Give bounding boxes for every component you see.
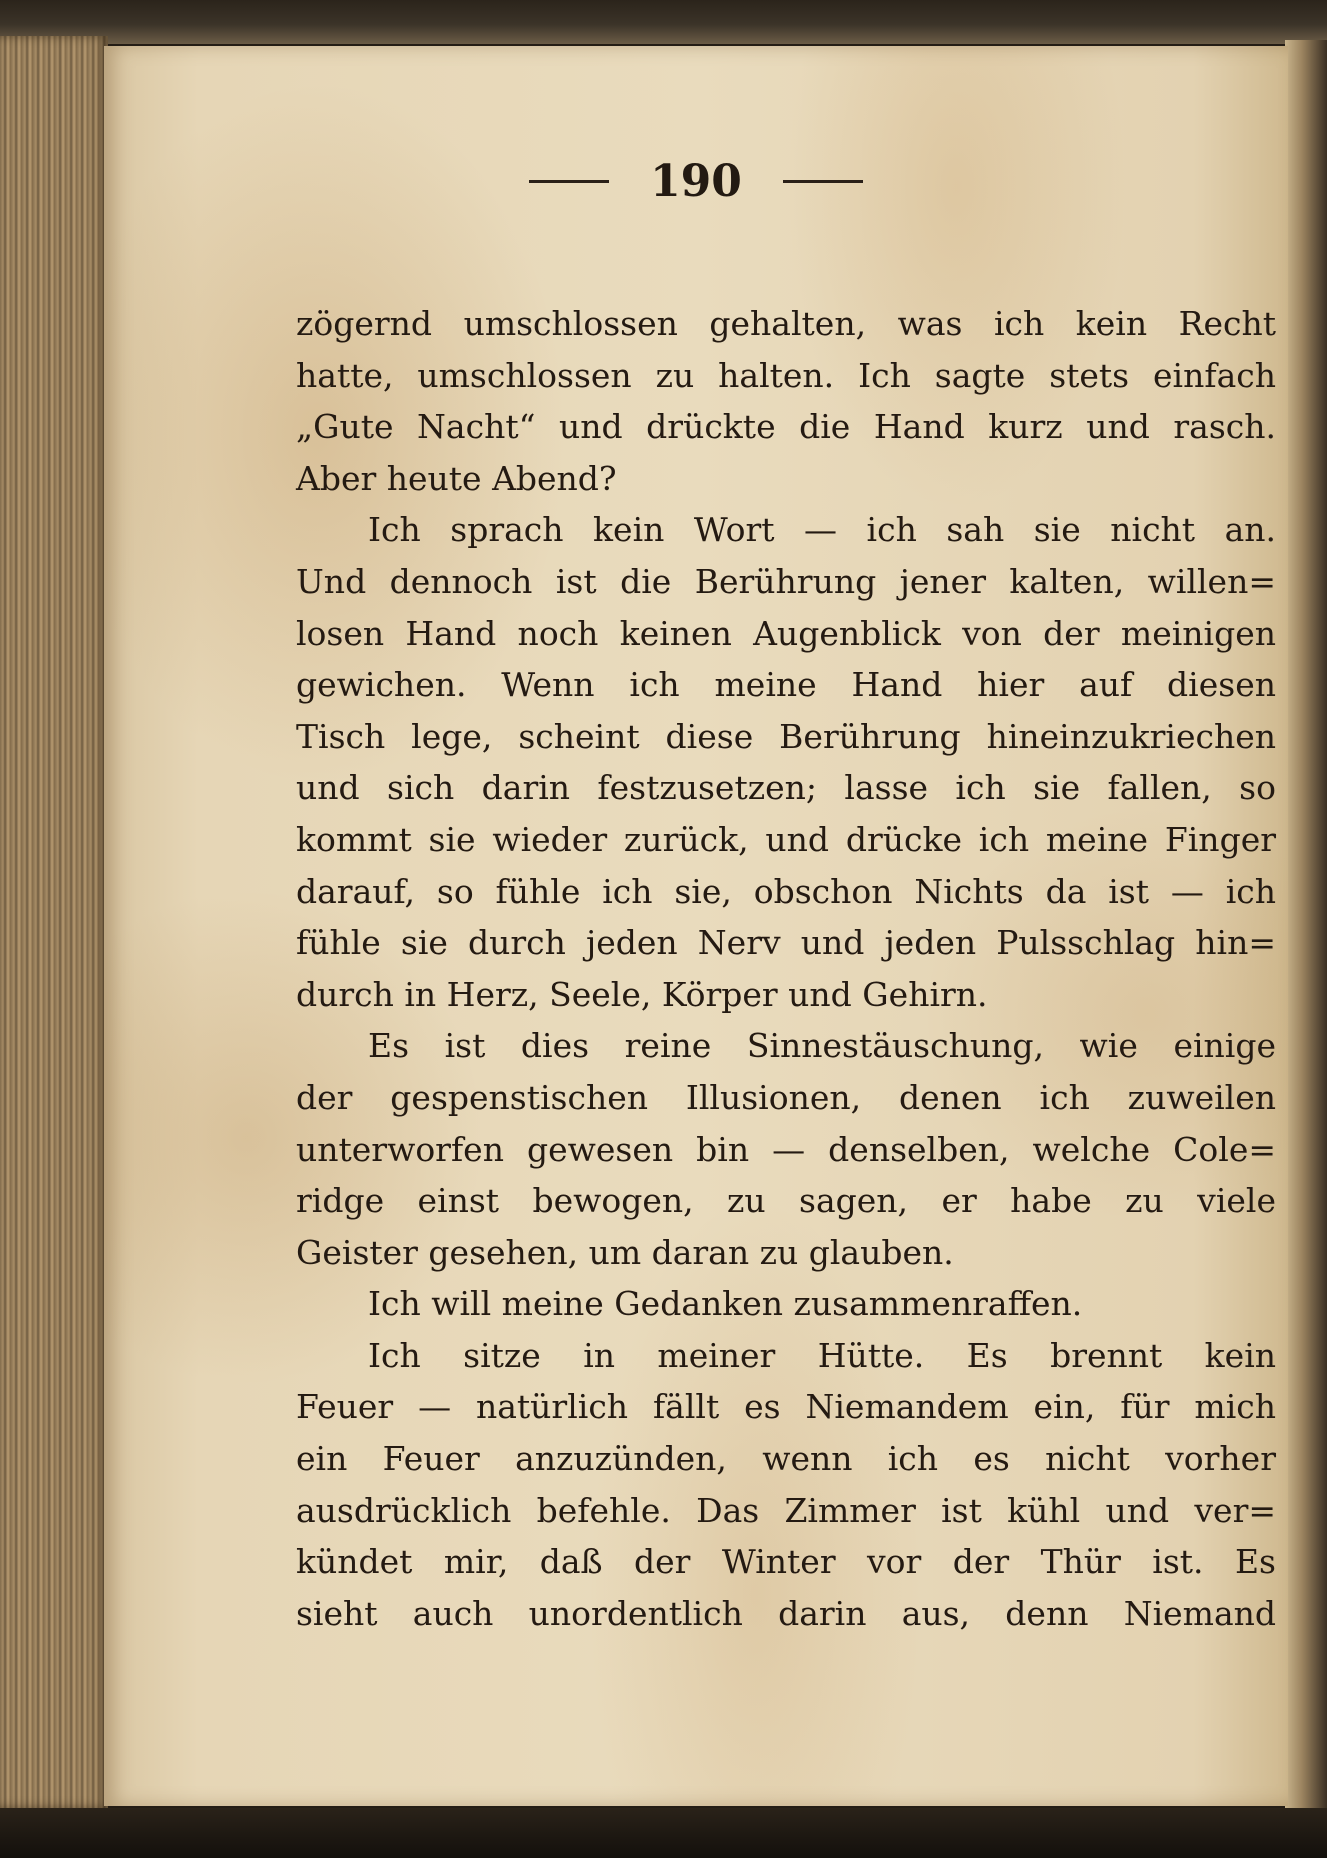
text-line: kommt sie wieder zurück, und drücke ich meine Finger bbox=[296, 819, 1276, 859]
text-line: Feuer — natürlich fällt es Niemandem ein, für mich bbox=[296, 1387, 1276, 1427]
text-line: fühle sie durch jeden Nerv und jeden Pulsschlag hin= bbox=[296, 923, 1276, 963]
text-line: Geister gesehen, um daran zu glauben. bbox=[296, 1232, 954, 1272]
text-line: Tisch lege, scheint diese Berührung hineinzukriechen bbox=[296, 716, 1276, 756]
text-line: losen Hand noch keinen Augenblick von der meinigen bbox=[296, 613, 1276, 653]
text-line: zögernd umschlossen gehalten, was ich kein Recht bbox=[296, 304, 1276, 343]
text-line: gewichen. Wenn ich meine Hand hier auf diesen bbox=[296, 665, 1276, 705]
text-line: der gespenstischen Illusionen, denen ich zuweilen bbox=[296, 1077, 1276, 1117]
header-rule-left bbox=[529, 180, 609, 183]
text-line: „Gute Nacht“ und drückte die Hand kurz und rasch. bbox=[296, 407, 1276, 447]
text-line: durch in Herz, Seele, Körper und Gehirn. bbox=[296, 974, 988, 1014]
text-line: Es ist dies reine Sinnestäuschung, wie einige bbox=[368, 1026, 1276, 1066]
text-line: unterworfen gewesen bin — denselben, welche Cole= bbox=[296, 1129, 1276, 1169]
text-line: und sich darin festzusetzen; lasse ich sie fallen, so bbox=[296, 768, 1276, 808]
header-rule-right bbox=[783, 180, 863, 183]
text-line: sieht auch unordentlich darin aus, denn Niemand bbox=[296, 1593, 1276, 1633]
text-line: ein Feuer anzuzünden, wenn ich es nicht vorher bbox=[296, 1439, 1276, 1479]
text-line: Ich will meine Gedanken zusammenraffen. bbox=[368, 1284, 1083, 1324]
book-bottom-edge bbox=[0, 1808, 1327, 1858]
text-line: ausdrücklich befehle. Das Zimmer ist kühl und ver= bbox=[296, 1490, 1276, 1530]
page-number: 190 bbox=[650, 156, 742, 207]
book-page bbox=[104, 46, 1288, 1806]
book-top-edge bbox=[0, 0, 1327, 44]
text-line: kündet mir, daß der Winter vor der Thür ist. Es bbox=[296, 1542, 1276, 1582]
text-line: hatte, umschlossen zu halten. Ich sagte stets einfach bbox=[296, 355, 1276, 395]
text-line: Und dennoch ist die Berührung jener kalten, willen= bbox=[296, 561, 1276, 601]
text-line: Aber heute Abend? bbox=[296, 458, 617, 498]
text-line: ridge einst bewogen, zu sagen, er habe zu viele bbox=[296, 1181, 1276, 1221]
page-header bbox=[104, 156, 1288, 216]
text-line: darauf, so fühle ich sie, obschon Nichts da ist — ich bbox=[296, 871, 1276, 911]
text-line: Ich sitze in meiner Hütte. Es brennt kein bbox=[368, 1335, 1276, 1375]
page-stack-edge bbox=[0, 36, 108, 1808]
body-text bbox=[296, 298, 1276, 1639]
text-line: Ich sprach kein Wort — ich sah sie nicht an. bbox=[368, 510, 1276, 550]
binding-gutter bbox=[1285, 40, 1327, 1810]
